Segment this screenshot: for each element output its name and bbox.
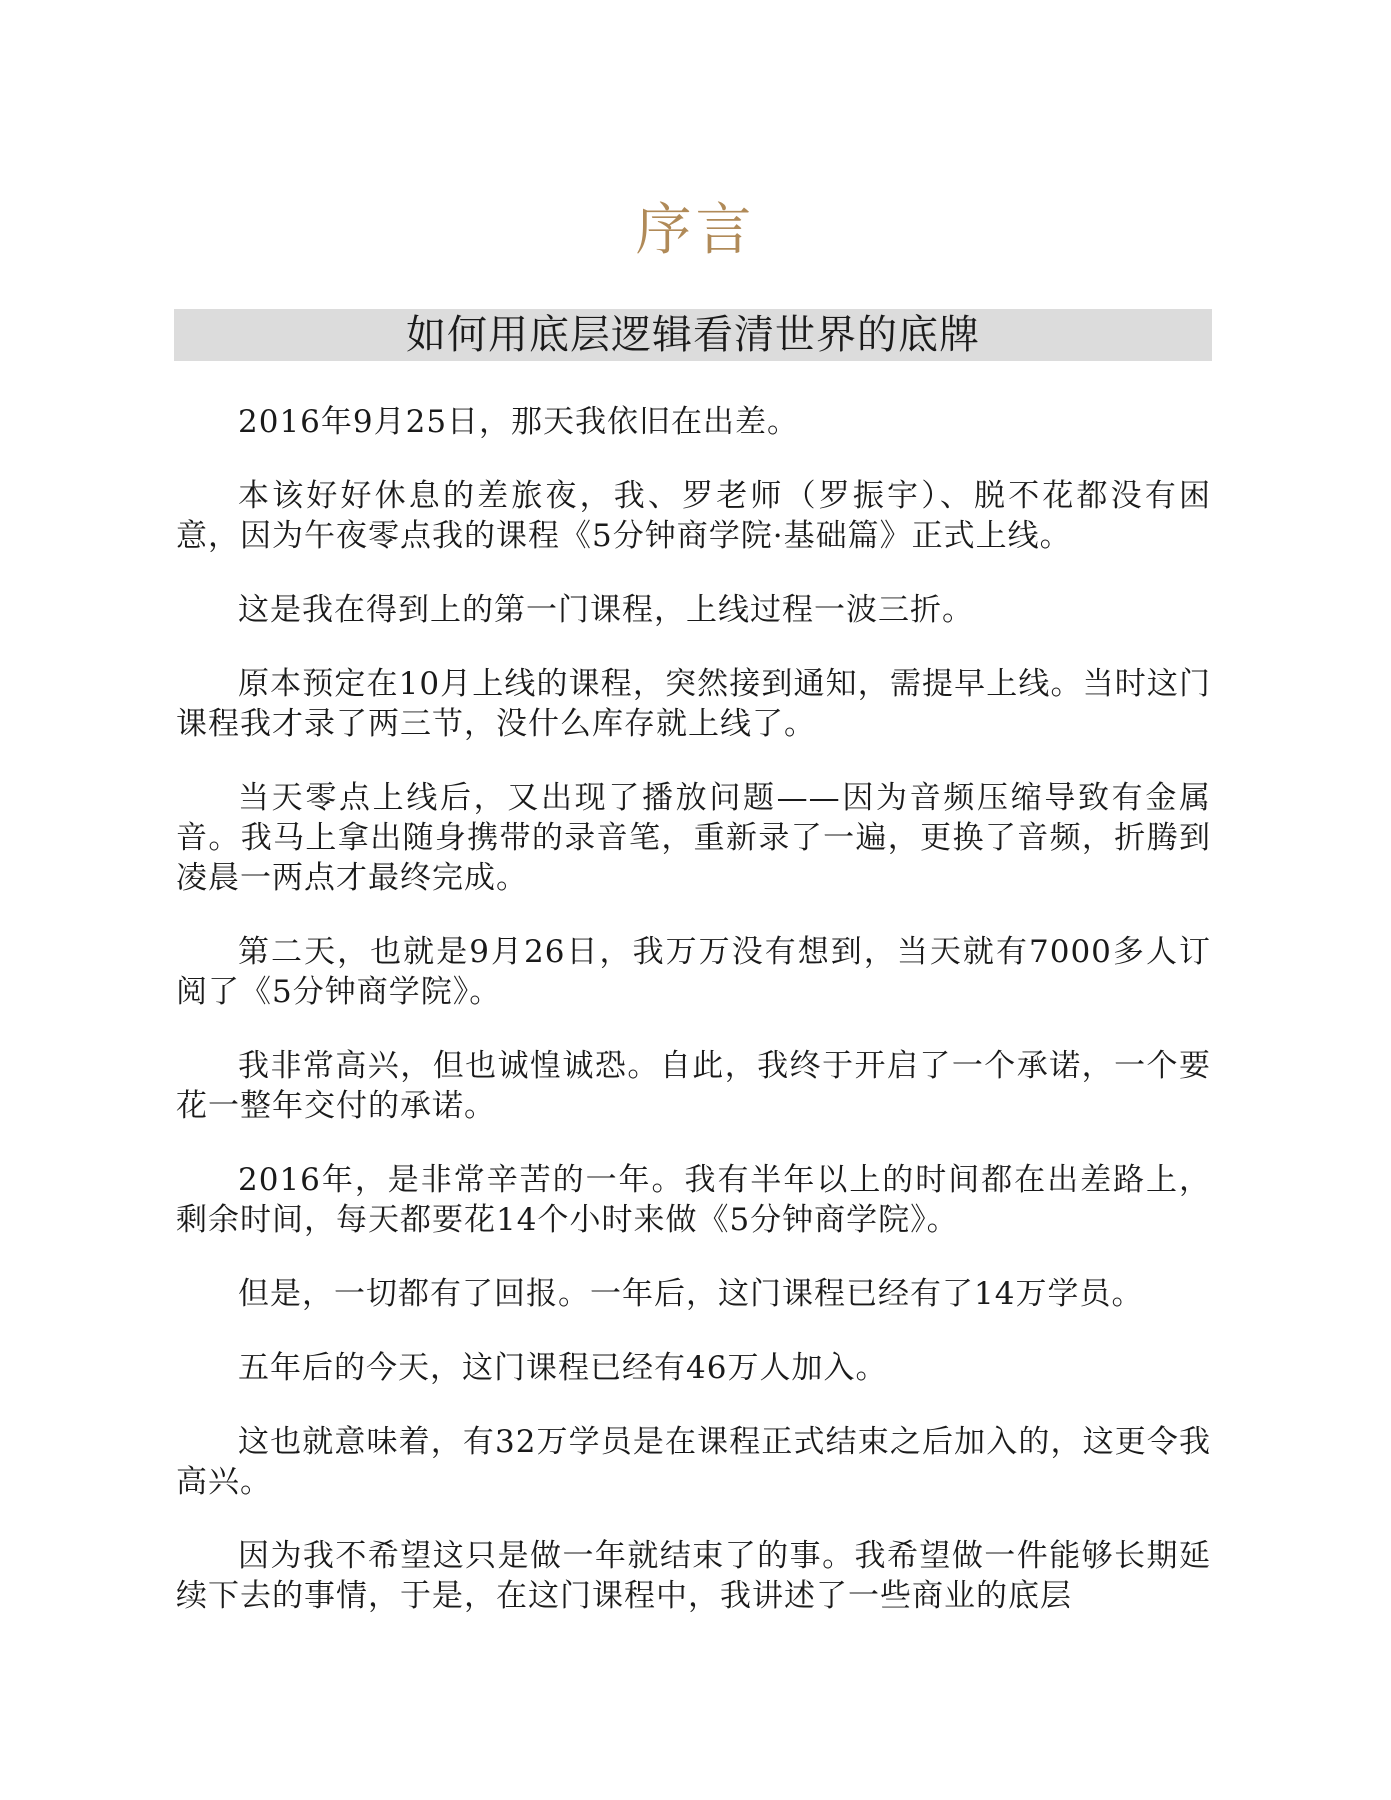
body-text (176, 402, 1211, 1650)
paragraph: 五年后的今天，这门课程已经有46万人加入。 (238, 1350, 888, 1386)
paragraph: 但是，一切都有了回报。一年后，这门课程已经有了14万学员。 (238, 1276, 1144, 1312)
subtitle: 如何用底层逻辑看清世界的底牌 (406, 312, 980, 358)
chapter-title: 序言 (635, 198, 756, 263)
paragraph: 这也就意味着，有32万学员是在课程正式结束之后加入的，这更令我高兴。 (176, 1424, 1211, 1500)
paragraph: 原本预定在10月上线的课程，突然接到通知，需提早上线。当时这门课程我才录了两三节，没什么库存就上线了。 (176, 666, 1211, 742)
paragraph: 因为我不希望这只是做一年就结束了的事。我希望做一件能够长期延续下去的事情，于是，在这门课程中，我讲述了一些商业的底层 (176, 1538, 1211, 1614)
paragraph: 这是我在得到上的第一门课程，上线过程一波三折。 (238, 592, 974, 628)
paragraph: 2016年9月25日，那天我依旧在出差。 (238, 404, 800, 440)
paragraph: 第二天，也就是9月26日，我万万没有想到，当天就有7000多人订阅了《5分钟商学院》。 (176, 934, 1211, 1010)
paragraph: 当天零点上线后，又出现了播放问题——因为音频压缩导致有金属音。我马上拿出随身携带的录音笔，重新录了一遍，更换了音频，折腾到凌晨一两点才最终完成。 (176, 780, 1211, 896)
subtitle-bar (174, 309, 1212, 361)
paragraph: 我非常高兴，但也诚惶诚恐。自此，我终于开启了一个承诺，一个要花一整年交付的承诺。 (176, 1048, 1211, 1124)
paragraph: 2016年，是非常辛苦的一年。我有半年以上的时间都在出差路上，剩余时间，每天都要花14个小时来做《5分钟商学院》。 (176, 1162, 1211, 1238)
paragraph: 本该好好休息的差旅夜，我、罗老师（罗振宇）、脱不花都没有困意，因为午夜零点我的课程《5分钟商学院·基础篇》正式上线。 (176, 478, 1211, 554)
